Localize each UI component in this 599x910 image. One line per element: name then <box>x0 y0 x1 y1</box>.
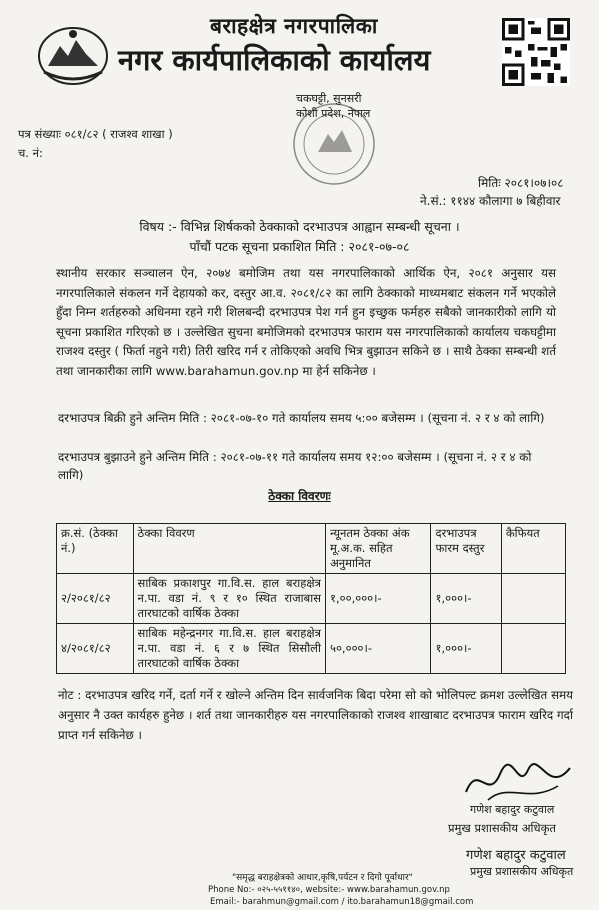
footer-phone: Phone No:- ०२५-५५११४०, website:- www.barahamun.gov.np <box>208 885 450 895</box>
table-title: ठेक्का विवरणः <box>268 489 331 503</box>
cell-serial: २/२०८१/८२ <box>57 574 134 624</box>
header-form-fee: दरभाउपत्र फारम दस्तुर <box>431 524 501 574</box>
table-header-row <box>57 524 566 574</box>
table-row <box>57 574 566 624</box>
publication-date: पाँचौं पटक सूचना प्रकाशित मिति : २०८१-०७-०८ <box>189 239 410 254</box>
signatory-name: गणेश बहादुर कटुवाल <box>470 803 555 816</box>
nepal-sambat-date: ने.सं.: ११४४ कौलागा ७ बिहीवार <box>420 194 561 208</box>
cell-description: साबिक प्रकाशपुर गा.वि.स. हाल बराहक्षेत्र न.पा. वडा नं. ९ र १० स्थित राजाबास तारघाटको वार्षिक ठेक्का <box>133 574 325 624</box>
cell-min-amount: १,००,०००।- <box>325 574 431 624</box>
cell-form-fee: १,०००।- <box>431 624 501 674</box>
office-name: नगर कार्यपालिकाको कार्यालय <box>118 43 431 77</box>
stamp-post: प्रमुख प्रशासकीय अधिकृत <box>470 865 574 878</box>
cell-min-amount: ५०,०००।- <box>325 624 431 674</box>
body-paragraph: स्थानीय सरकार सञ्चालन ऐन, २०७४ बमोजिम तथा यस नगरपालिकाको आर्थिक ऐन, २०८१ अनुसार यस नगरपालिकाले संकलन गर्ने देहायको कर, दस्तुर आ.व. २०८१/८२ का लागि ठेक्काको माध्यमबाट संकलन गर्ने भएकोले हुँदा निम्न शर्तहरुको अधिनमा रहने गरी शिलबन्दी दरभाउपत्र पेश गर्न हुन इच्छुक फर्महरु सबैको जानकारीको लागि यो सूचना प्रकाशित गरिएको छ । उल्लेखित सुचना बमोजिमको दरभाउपत्र फाराम यस नगरपालिकाको कार्यालय चकघट्टीमा राजश्व दस्तुर ( फिर्ता नहुने गरी) तिरी खरिद गर्न र तोकिएको अवधि भित्र बुझाउन सकिने छ । साथै ठेक्का सम्बन्धी शर्त तथा जानकारीका लागि www.barahamun.gov.np मा हेर्न सकिनेछ । <box>56 266 556 378</box>
stamp-name: गणेश बहादुर कटुवाल <box>466 848 566 863</box>
dispatch-number: च. नं: <box>18 146 43 160</box>
footer-email: Email:- barahmun@gmail.com / ito.barahamun18@gmail.com <box>210 897 474 907</box>
header-description: ठेक्का विवरण <box>133 524 325 574</box>
submit-deadline: दरभाउपत्र बुझाउने हुने अन्तिम मिति : २०८१-०७-११ गते कार्यालय समय १२:०० बजेसम्म । (सूचना नं. २ र ४ को लागि) <box>58 450 532 482</box>
sale-deadline: दरभाउपत्र बिक्री हुने अन्तिम मिति : २०८१-०७-१० गते कार्यालय समय ५:०० बजेसम्म । (सूचना नं. २ र ४ को लागि) <box>58 411 545 425</box>
cell-form-fee: १,०००।- <box>431 574 501 624</box>
header-remarks: कैफियत <box>501 524 565 574</box>
cell-remarks <box>501 574 565 624</box>
signatory-post: प्रमुख प्रशासकीय अधिकृत <box>448 821 556 835</box>
letter-ref-number: पत्र संख्याः ०८१/८२ ( राजश्व शाखा ) <box>18 127 173 141</box>
qr-code-icon <box>502 18 570 86</box>
contract-table <box>56 523 566 674</box>
table-row <box>57 624 566 674</box>
header-serial: क्र.सं. (ठेक्का नं.) <box>57 524 134 574</box>
header-min-amount: न्यूनतम ठेक्का अंक मू.अ.क. सहित अनुमानित <box>325 524 431 574</box>
footer-slogan: "समृद्ध बराहक्षेत्रको आधार,कृषि,पर्यटन र दिगो पूर्वाधार" <box>232 873 413 883</box>
subject-line: विषय :- विभिन्न शिर्षकको ठेक्काको दरभाउपत्र आह्वान सम्बन्धी सूचना । <box>139 219 460 234</box>
nepal-emblem-icon <box>34 22 112 88</box>
cell-description: साबिक महेन्द्रनगर गा.वि.स. हाल बराहक्षेत्र न.पा. वडा नं. ६ र ७ स्थित सिसौली तारघाटको वार्षिक ठेक्का <box>133 624 325 674</box>
cell-remarks <box>501 624 565 674</box>
note-paragraph: नोट : दरभाउपत्र खरिद गर्ने, दर्ता गर्ने र खोल्ने अन्तिम दिन सार्वजनिक बिदा परेमा सो को भोलिपल्ट क्रमश उल्लेखित समय अनुसार नै उक्त कार्यहरु हुनेछ । शर्त तथा जानकारीहरु यस नगरपालिकाको राजश्व शाखाबाट दरभाउपत्र फाराम खरिद गर्दा प्राप्त गर्न सकिनेछ । <box>58 688 573 742</box>
address-line-2: कोशी प्रदेश, नेपाल <box>296 107 371 120</box>
office-seal-icon <box>290 100 378 188</box>
cell-serial: ४/२०८१/८२ <box>57 624 134 674</box>
address-line-1: चकघट्टी, सुनसरी <box>296 92 362 105</box>
date: मितिः २०८१।०७।०८ <box>478 176 564 190</box>
municipality-name: बराहक्षेत्र नगरपालिका <box>210 14 378 38</box>
